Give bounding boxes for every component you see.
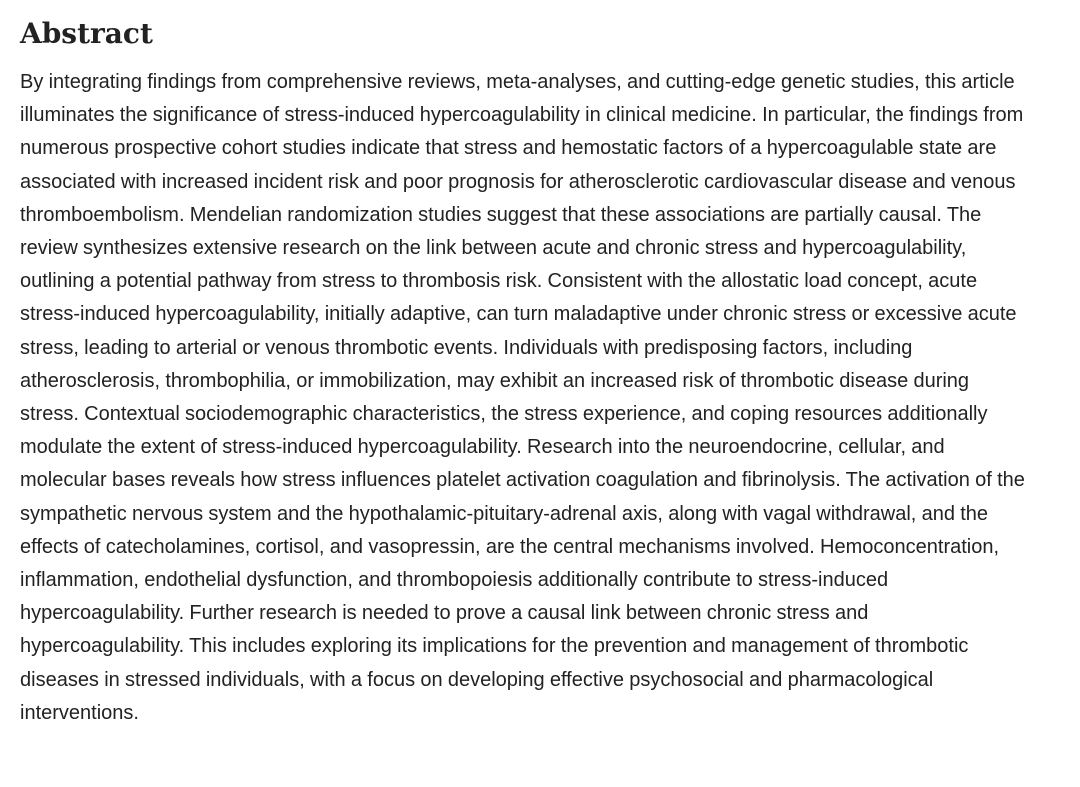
- abstract-section: [20, 14, 1030, 730]
- abstract-heading: Abstract: [20, 17, 153, 50]
- abstract-body-text: By integrating findings from comprehensive reviews, meta-analyses, and cutting-edge genetic studies, this article illuminates the significance of stress-induced hypercoagulability in clinical medicine. In particular, the findings from numerous prospective cohort studies indicate that stress and hemostatic factors of a hypercoagulable state are associated with increased incident risk and poor prognosis for atherosclerotic cardiovascular disease and venous thromboembolism. Mendelian randomization studies suggest that these associations are partially causal. The review synthesizes extensive research on the link between acute and chronic stress and hypercoagulability, outlining a potential pathway from stress to thrombosis risk. Consistent with the allostatic load concept, acute stress-induced hypercoagulability, initially adaptive, can turn maladaptive under chronic stress or excessive acute stress, leading to arterial or venous thrombotic events. Individuals with predisposing factors, including atherosclerosis, thrombophilia, or immobilization, may exhibit an increased risk of thrombotic disease during stress. Contextual sociodemographic characteristics, the stress experience, and coping resources additionally modulate the extent of stress-induced hypercoagulability. Research into the neuroendocrine, cellular, and molecular bases reveals how stress influences platelet activation coagulation and fibrinolysis. The activation of the sympathetic nervous system and the hypothalamic-pituitary-adrenal axis, along with vagal withdrawal, and the effects of catecholamines, cortisol, and vasopressin, are the central mechanisms involved. Hemoconcentration, inflammation, endothelial dysfunction, and thrombopoiesis additionally contribute to stress-induced hypercoagulability. Further research is needed to prove a causal link between chronic stress and hypercoagulability. This includes exploring its implications for the prevention and management of thrombotic diseases in stressed individuals, with a focus on developing effective psychosocial and pharmacological interventions.: [20, 71, 1025, 724]
